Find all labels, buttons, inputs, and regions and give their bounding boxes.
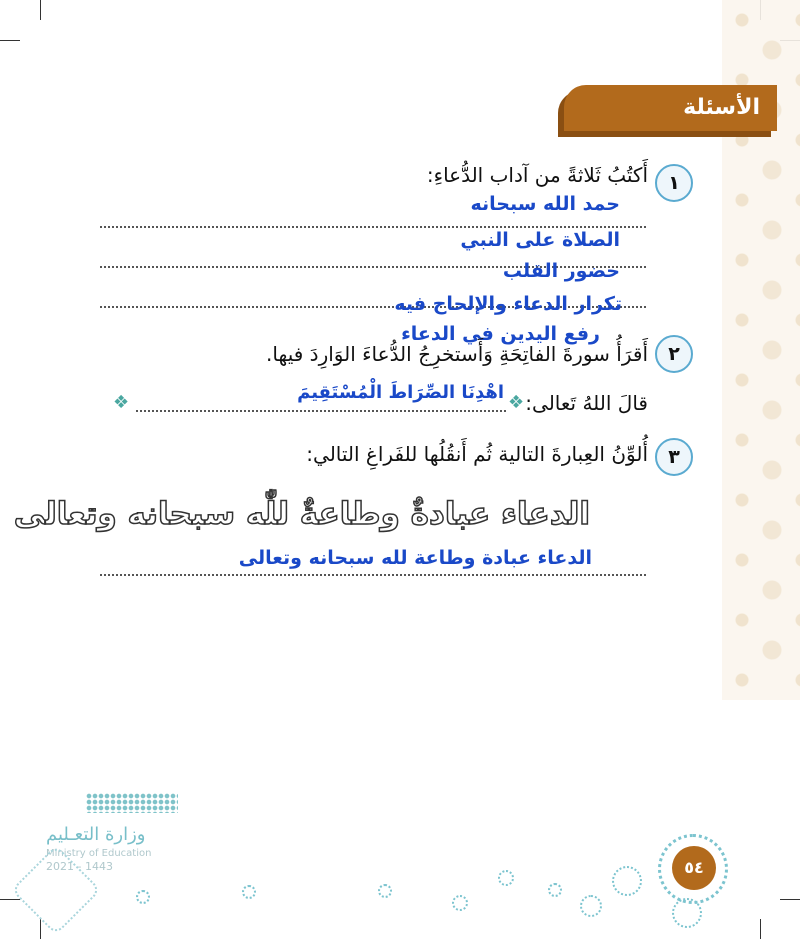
- ministry-name-ar: وزارة التعـليم: [46, 824, 146, 845]
- ornament-icon: ❖: [113, 392, 130, 413]
- ministry-logo-icon: [86, 793, 178, 813]
- decorative-flower-icon: [548, 883, 562, 897]
- decorative-flower-icon: [612, 866, 642, 896]
- section-heading: الأسئلة: [683, 95, 760, 120]
- question-number: ١: [655, 164, 693, 202]
- verse-answer: اهْدِنَا الصِّرَاطَ الْمُسْتَقِيمَ: [297, 382, 504, 403]
- decorative-flower-icon: [498, 870, 514, 886]
- ministry-name-en: Ministry of Education: [46, 848, 152, 859]
- ornament-icon: ❖: [508, 392, 525, 413]
- crop-mark: [780, 899, 800, 900]
- crop-mark: [0, 899, 20, 900]
- crop-mark: [40, 0, 41, 20]
- answer-line: الصلاة على النبي: [460, 229, 620, 251]
- crop-mark: [760, 919, 761, 939]
- question-text: أَقرَأُ سورةَ الفاتِحَةِ وَأَستخرِجُ الدُّعاءَ الوَارِدَ فيها.: [266, 342, 648, 366]
- crop-mark: [40, 919, 41, 939]
- crop-mark: [0, 40, 20, 41]
- quote-prefix: قالَ اللهُ تَعالى:: [525, 391, 648, 415]
- decorative-flower-icon: [242, 885, 256, 899]
- answer-line: تكرار الدعاء والإلحاح فيه: [394, 293, 622, 315]
- answer-line: حضور القلب: [502, 260, 620, 282]
- answer-dotted-line: [100, 226, 646, 228]
- decorative-flower-icon: [672, 898, 702, 928]
- question-text: أَكتُبُ ثَلاثةً من آداب الدُّعاءِ:: [426, 163, 648, 187]
- edition-year: 2021 - 1443: [46, 860, 113, 873]
- decorative-flower-icon: [378, 884, 392, 898]
- decorative-flower-icon: [452, 895, 468, 911]
- page-number: ٥٤: [672, 846, 716, 890]
- answer-line: حمد الله سبحانه: [470, 193, 620, 215]
- question-number: ٢: [655, 335, 693, 373]
- answer-dotted-line: [100, 574, 646, 576]
- question-number: ٣: [655, 438, 693, 476]
- decorative-flower-icon: [136, 890, 150, 904]
- calligraphy-phrase: الدعاء عبادةٌ وطاعةٌ للّٰه سبحانه وتعالى: [13, 496, 590, 532]
- copied-answer: الدعاء عبادة وطاعة لله سبحانه وتعالى: [238, 547, 592, 569]
- answer-dotted-line: [136, 410, 506, 412]
- decorative-flower-icon: [580, 895, 602, 917]
- question-text: أُلوِّنُ العِبارةَ التالية ثُم أَنقُلُها للفَراغِ التالي:: [306, 442, 648, 466]
- answer-line: رفع اليدين في الدعاء: [401, 323, 600, 345]
